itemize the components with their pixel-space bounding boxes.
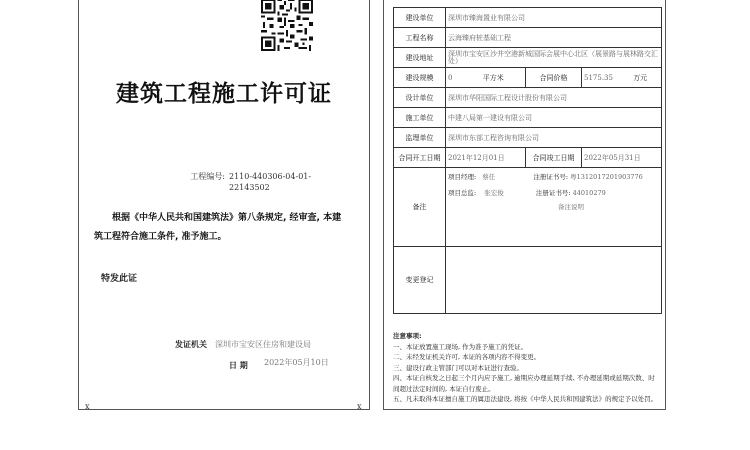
- supervisor-label: 项目总监:: [448, 189, 477, 197]
- remarks-cell: [446, 168, 662, 247]
- permit-info-table: [393, 7, 662, 314]
- permit-info-page: [383, 0, 666, 410]
- pm-cert-label: 注册证书号:: [533, 173, 569, 181]
- row-address: [394, 48, 662, 68]
- supervisor-value: 张宏俊: [484, 189, 504, 197]
- row-construction: [394, 108, 662, 128]
- remarks-label: 备注: [394, 168, 446, 247]
- note-item: 一、本证放置施工现场, 作为准予施工的凭证。: [393, 342, 528, 351]
- supervision-label: 监理单位: [394, 128, 446, 148]
- issuer-value: 深圳市宝安区住房和建设局: [215, 340, 311, 349]
- project-value: 云海臻府桩基础工程: [446, 28, 662, 48]
- design-label: 设计单位: [394, 88, 446, 108]
- issuer-label: 发证机关: [175, 340, 207, 349]
- design-value: 深圳市华阳国际工程设计股份有限公司: [446, 88, 662, 108]
- change-label: 变更登记: [394, 247, 446, 314]
- corner-mark-left: x: [85, 402, 90, 411]
- scale-label: 建设规模: [394, 68, 446, 88]
- row-period: [394, 148, 662, 168]
- end-date-value: 2022年05月31日: [582, 148, 662, 168]
- scale-cell: [446, 68, 526, 88]
- supervisor-cert-label: 注册证书号:: [535, 189, 571, 197]
- row-builder: [394, 8, 662, 28]
- price-cell: [582, 68, 662, 88]
- project-label: 工程名称: [394, 28, 446, 48]
- price-value: 5175.35: [584, 73, 613, 82]
- row-change: [394, 247, 662, 314]
- pm-label: 项目经理:: [448, 173, 477, 181]
- project-number-value: 2110-440306-04-01-22143502: [229, 172, 312, 192]
- pm-cert-value: 粤1312017201903776: [570, 173, 643, 181]
- row-project: [394, 28, 662, 48]
- address-value: 深圳市宝安区沙井空港新城国际会展中心北区（展景路与展林路交汇处）: [446, 48, 662, 68]
- row-supervision: [394, 128, 662, 148]
- row-remarks: [394, 168, 662, 247]
- issue-date-value: 2022年05月10日: [264, 358, 329, 367]
- project-number: [190, 171, 329, 193]
- special-notice: 特发此证: [101, 274, 138, 284]
- note-item: 四、本证自核发之日起三个月内应予施工, 逾期应办理延期手续, 不办理延期或延期次数、时间超过法定时间的, 本证自行废止。: [393, 374, 655, 393]
- construction-value: 中建八局第一建设有限公司: [446, 108, 662, 128]
- pm-value: 蔡任: [482, 173, 496, 181]
- permit-front-page: [78, 0, 370, 410]
- address-label: 建设地址: [394, 48, 446, 68]
- supervisor-line: [448, 187, 659, 199]
- start-date-value: 2021年12月01日: [446, 148, 526, 168]
- issue-date-label: 日 期: [229, 361, 248, 370]
- project-number-label: 工程编号:: [190, 172, 225, 181]
- note-item: 二、未经发证机关许可, 本证的各项内容不得变更。: [393, 353, 541, 361]
- corner-mark-right: x: [357, 402, 362, 411]
- construction-label: 施工单位: [394, 108, 446, 128]
- note-item: 五、凡未取得本证擅自施工的属违法建设, 将按《中华人民共和国建筑法》的规定予以处罚。: [393, 395, 658, 403]
- start-date-label: 合同开工日期: [394, 148, 446, 168]
- remarks-extra: 备注说明: [558, 203, 584, 211]
- permit-title: 建筑工程施工许可证: [116, 81, 332, 107]
- supervisor-cert-value: 44010279: [572, 189, 606, 197]
- supervision-value: 深圳市东部工程咨询有限公司: [446, 128, 662, 148]
- change-value: [446, 247, 662, 314]
- scale-unit: 平方米: [482, 73, 504, 82]
- price-label: 合同价格: [526, 68, 582, 88]
- end-date-label: 合同竣工日期: [526, 148, 582, 168]
- notes-heading: 注意事项:: [393, 332, 422, 340]
- builder-label: 建设单位: [394, 8, 446, 28]
- row-design: [394, 88, 662, 108]
- approval-statement: 根据《中华人民共和国建筑法》第八条规定, 经审查, 本建筑工程符合施工条件, 准予施工。: [94, 213, 342, 242]
- row-scale: [394, 68, 662, 88]
- builder-value: 深圳市臻海置业有限公司: [446, 8, 662, 28]
- price-unit: 万元: [633, 73, 648, 82]
- scale-value: 0: [448, 73, 453, 82]
- qr-code: [261, 0, 313, 51]
- note-item: 三、建设行政主管部门可以对本证进行查验。: [393, 363, 523, 372]
- pm-line: [448, 171, 659, 183]
- notes-section: [393, 331, 661, 405]
